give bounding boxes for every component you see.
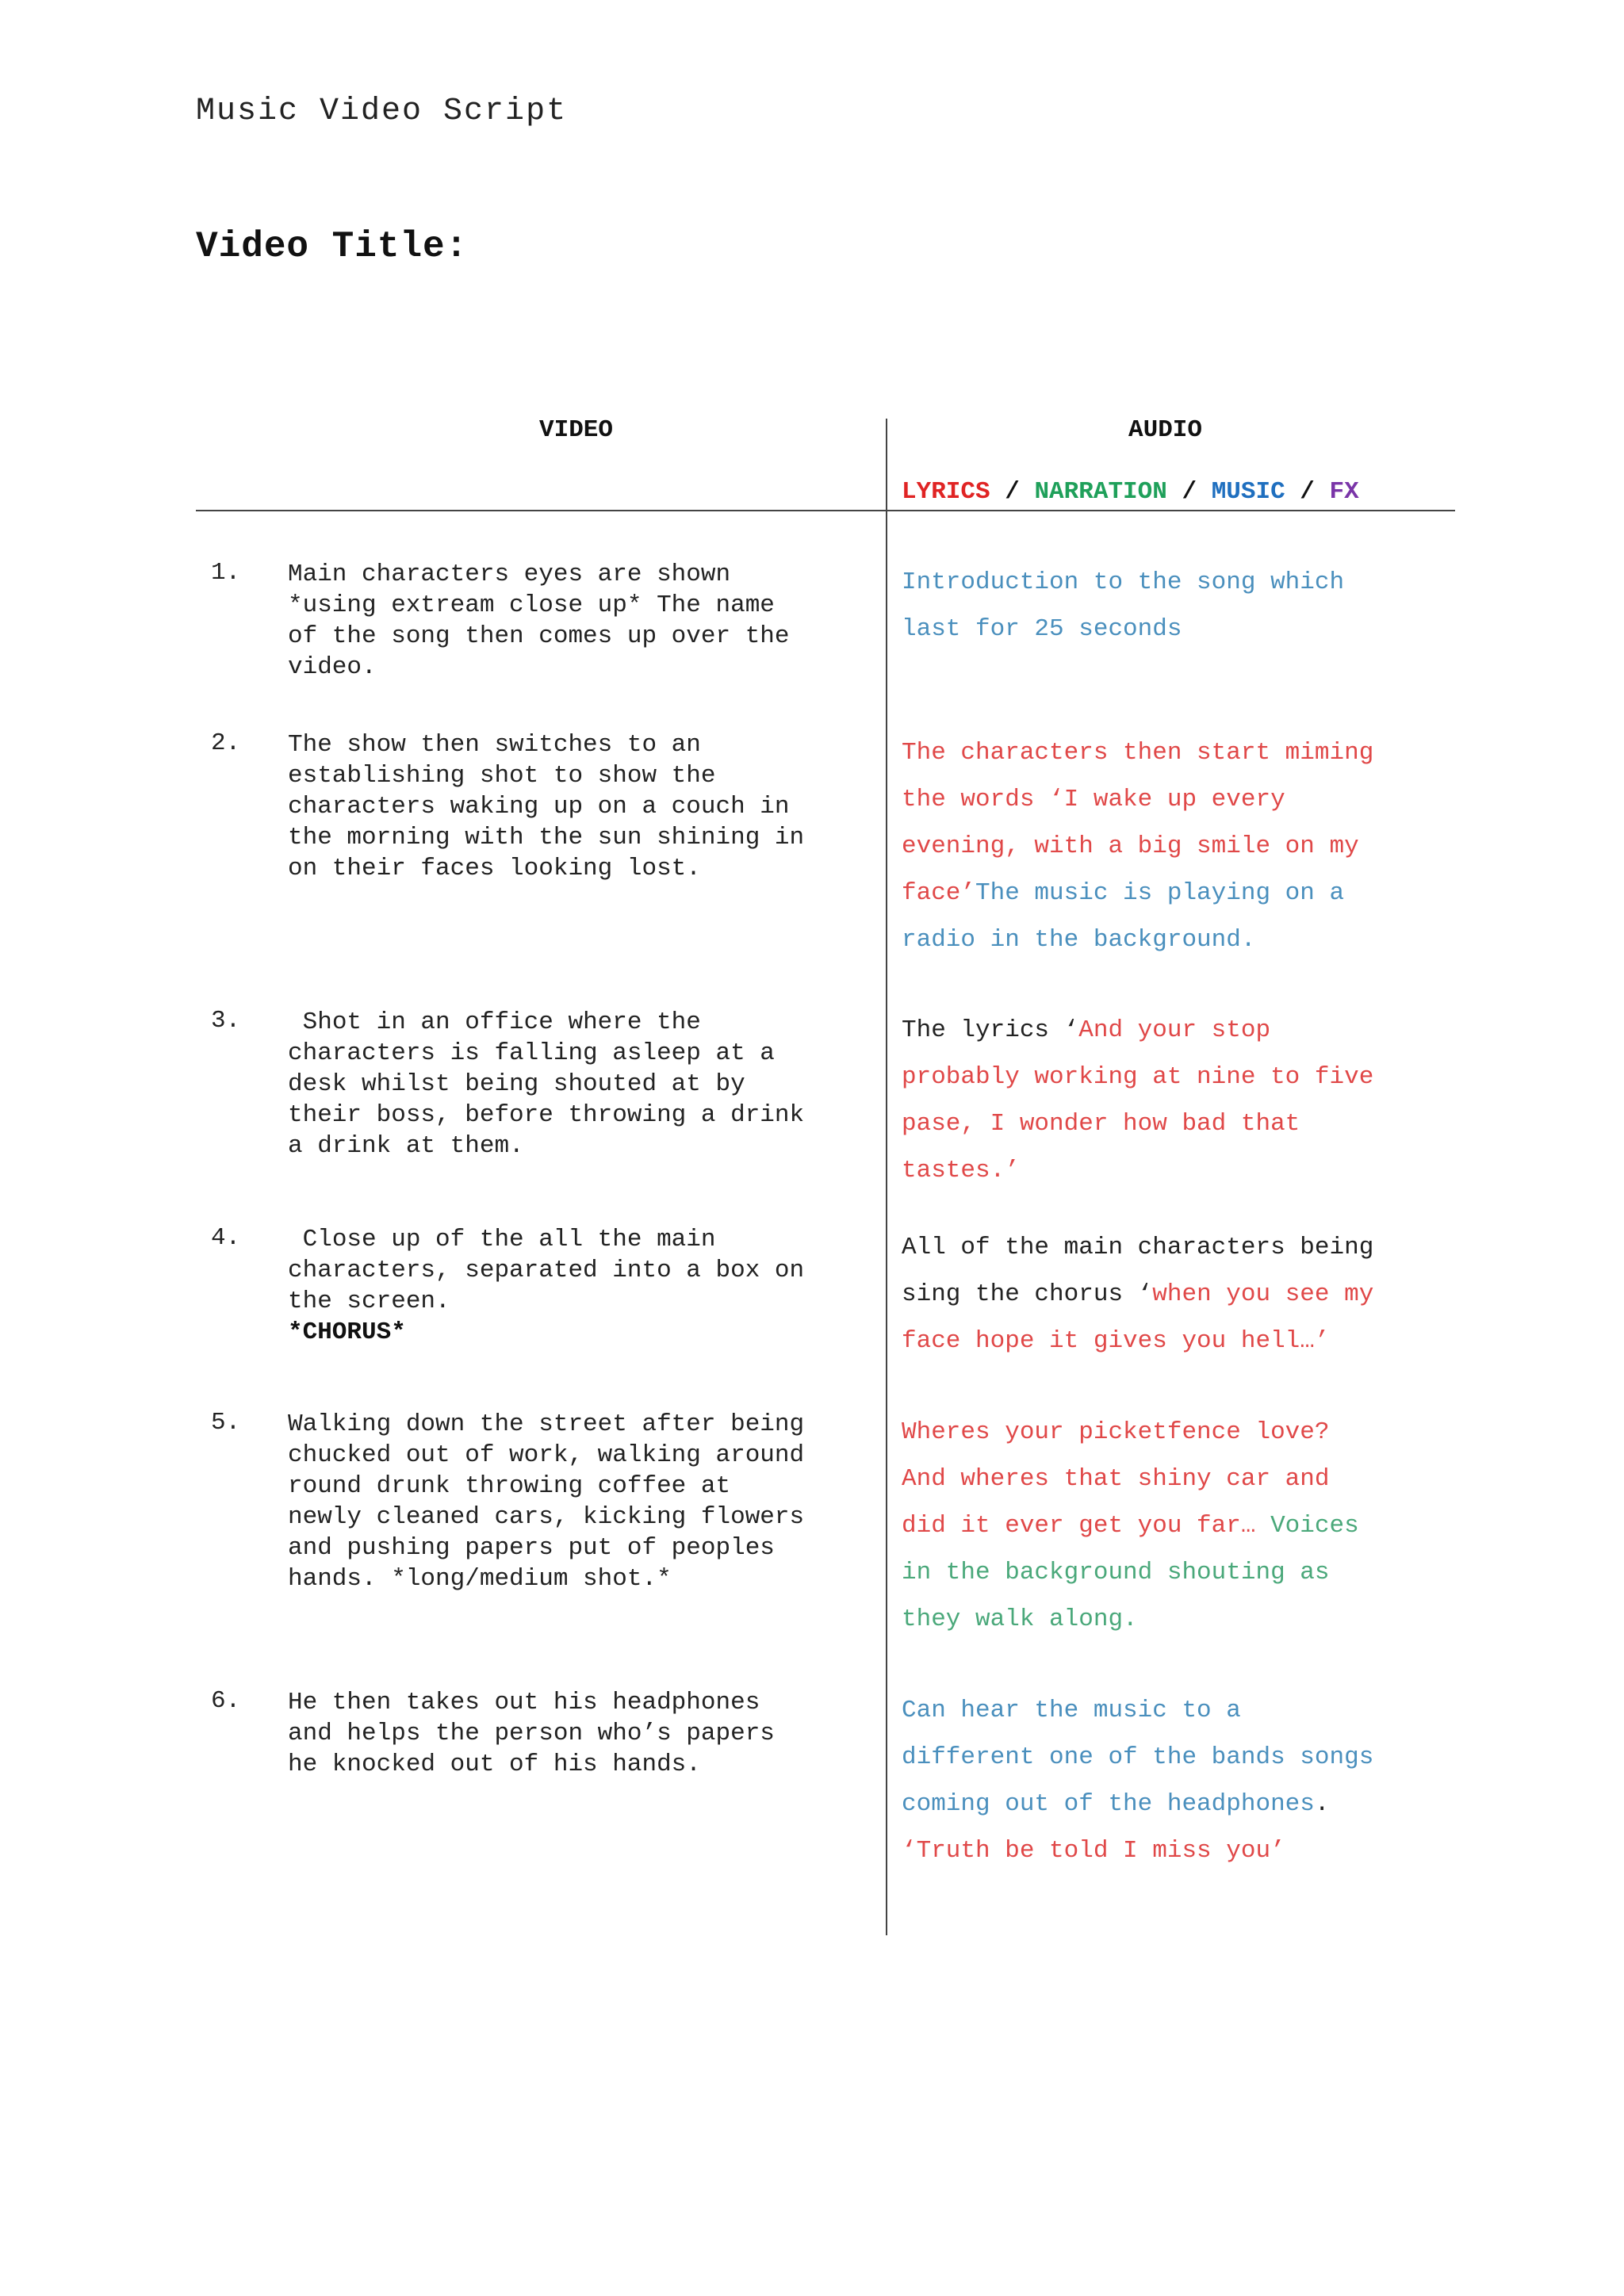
audio-description [902, 1007, 1457, 1194]
legend-separator: / [1285, 478, 1330, 506]
row-number: 3. [211, 1007, 241, 1035]
lyrics-text: ‘Truth be told I miss you’ [902, 1837, 1285, 1865]
audio-description [902, 559, 1457, 652]
document-header: Music Video Script [196, 94, 568, 129]
video-description: The show then switches to an establishing shot to show the characters waking up on a couch in the morning with the sun shining in on their faces looking lost. [288, 731, 805, 882]
legend-separator: / [1166, 478, 1212, 506]
audio-description [902, 729, 1457, 963]
video-column-heading: VIDEO [539, 416, 614, 444]
video-title-label: Video Title: [196, 226, 469, 267]
legend-music: MUSIC [1211, 478, 1285, 506]
audio-description [902, 1687, 1457, 1874]
legend-narration: NARRATION [1034, 478, 1167, 506]
music-text: The music is playing on a radio in the background. [902, 879, 1345, 954]
plain-text: . [1314, 1790, 1330, 1818]
legend-lyrics: LYRICS [902, 478, 990, 506]
lyrics-text: The characters then start miming the words ‘I wake up every evening, with a big smile on my face’ [902, 739, 1374, 907]
header-divider [196, 510, 1455, 511]
video-description-text: Close up of the all the main characters, separated into a box on the screen. [288, 1226, 805, 1315]
lyrics-text: when you see my face hope it gives you hell…’ [902, 1280, 1374, 1355]
video-description [288, 1224, 875, 1348]
row-number: 4. [211, 1224, 241, 1252]
audio-description [902, 1224, 1457, 1364]
narration-text: Voices in the background shouting as they walk along. [902, 1512, 1359, 1633]
audio-color-legend [902, 478, 1359, 506]
music-text: Introduction to the song which last for 25 seconds [902, 568, 1345, 643]
chorus-marker: *CHORUS* [288, 1318, 406, 1346]
column-divider [886, 419, 887, 1935]
video-description: He then takes out his headphones and helps the person who’s papers he knocked out of his hands. [288, 1689, 775, 1778]
video-description: Shot in an office where the characters is falling asleep at a desk whilst being shouted at by their boss, before throwing a drink a drink at them. [288, 1008, 805, 1160]
audio-column-heading: AUDIO [1128, 416, 1203, 444]
plain-text: The lyrics ‘ [902, 1016, 1079, 1044]
lyrics-text: And your stop probably working at nine to five pase, I wonder how bad that tastes.’ [902, 1016, 1374, 1184]
lyrics-text: Wheres your picketfence love? And wheres that shiny car and did it ever get you far… [902, 1418, 1330, 1540]
plain-text: All of the main characters being sing the chorus ‘ [902, 1234, 1374, 1308]
video-description: Main characters eyes are shown *using extream close up* The name of the song then comes up over the video. [288, 561, 790, 681]
legend-separator: / [990, 478, 1035, 506]
audio-description [902, 1409, 1457, 1643]
row-number: 1. [211, 559, 241, 587]
row-number: 6. [211, 1687, 241, 1715]
music-text: Can hear the music to a different one of the bands songs coming out of the headphones [902, 1697, 1374, 1818]
row-number: 5. [211, 1409, 241, 1437]
row-number: 2. [211, 729, 241, 757]
legend-fx: FX [1329, 478, 1359, 506]
video-description: Walking down the street after being chucked out of work, walking around round drunk throwing coffee at newly cleaned cars, kicking flowers and pushing papers put of peoples hands. *long/medium shot.* [288, 1410, 805, 1593]
